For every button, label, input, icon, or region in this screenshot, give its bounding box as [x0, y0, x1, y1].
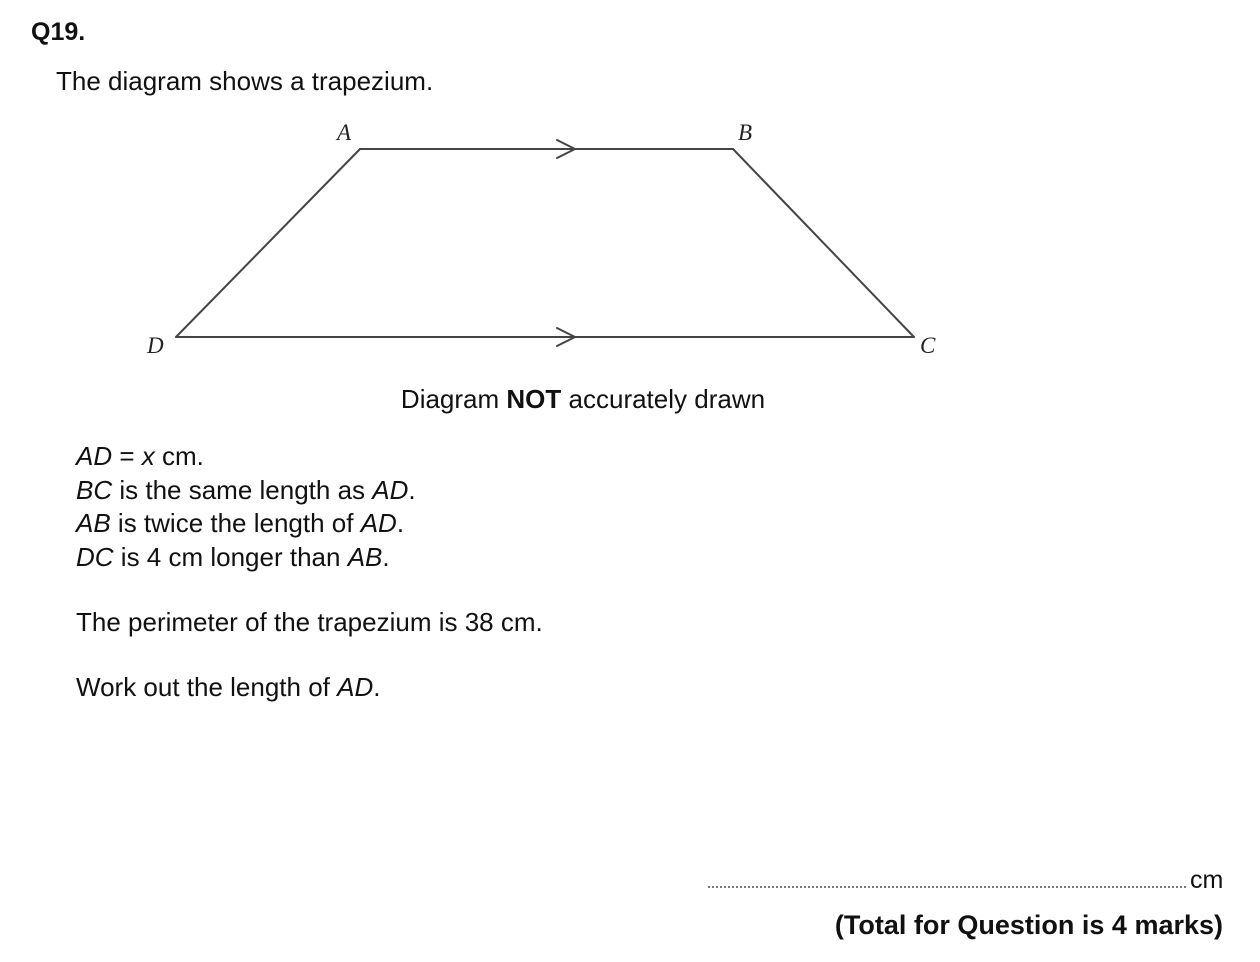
diagram-caption [0, 384, 1166, 415]
question-intro: The diagram shows a trapezium. [56, 66, 434, 96]
parallel-arrow-dc [557, 328, 575, 346]
parallel-arrow-ab [557, 140, 575, 158]
vertex-label-a: A [337, 120, 352, 145]
perimeter-statement: The perimeter of the trapezium is 38 cm. [76, 607, 543, 637]
fact-line-3: AB is twice the length of AD. [76, 508, 405, 538]
caption-bold: NOT [506, 384, 562, 414]
vertex-label-b: B [738, 120, 753, 145]
answer-line[interactable] [708, 886, 1186, 888]
caption-post: accurately drawn [561, 384, 766, 414]
question-number: Q19. [31, 18, 86, 46]
answer-unit: cm [1190, 866, 1224, 894]
vertex-label-d: D [147, 333, 164, 358]
fact-line-4: DC is 4 cm longer than AB. [76, 541, 390, 572]
total-marks: (Total for Question is 4 marks) [834, 910, 1223, 940]
vertex-label-c: C [920, 333, 936, 358]
fact-line-1: AD = x cm. [76, 441, 204, 471]
instruction: Work out the length of AD. [76, 672, 381, 702]
side-ad [176, 149, 360, 337]
caption-pre: Diagram [400, 384, 507, 414]
fact-line-2: BC is the same length as AD. [76, 474, 416, 505]
given-facts [76, 440, 416, 574]
side-bc [733, 149, 914, 337]
